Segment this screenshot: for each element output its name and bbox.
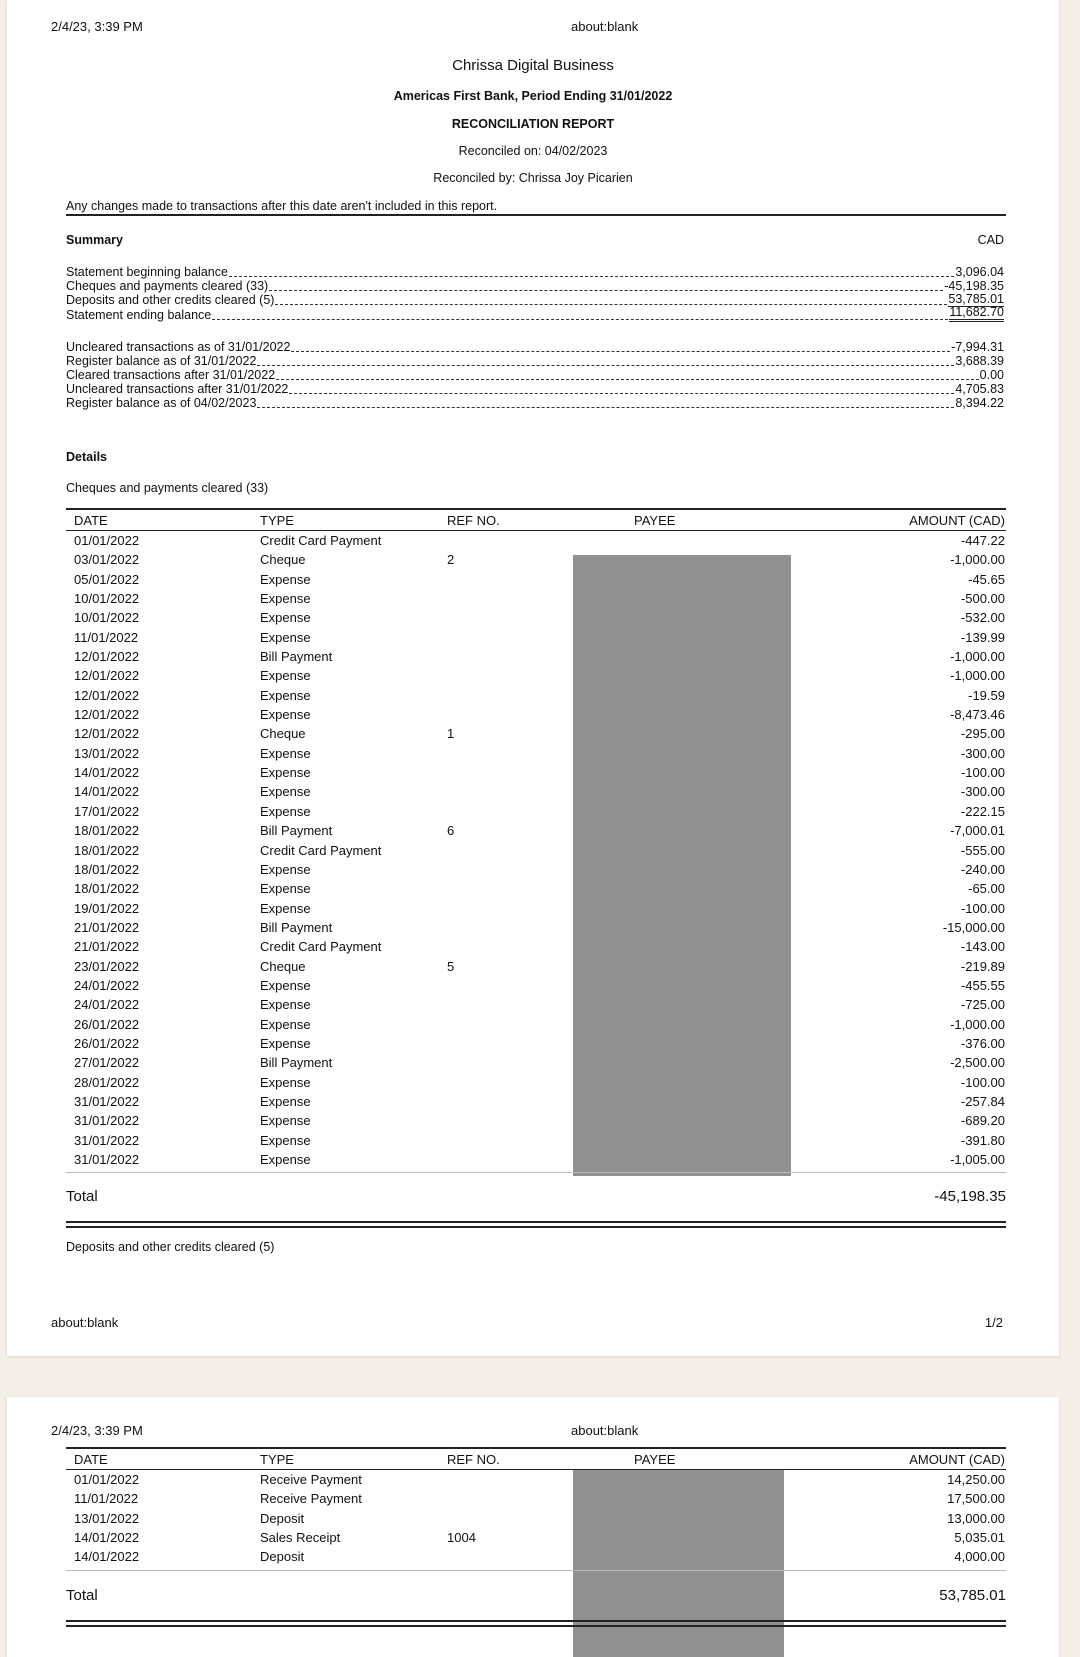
summary-value: -7,994.31 <box>951 340 1004 354</box>
table-row <box>66 724 1006 743</box>
cell-type: Expense <box>260 707 311 723</box>
table-row <box>66 744 1006 763</box>
cell-amount: -1,000.00 <box>950 552 1005 568</box>
table-row <box>66 589 1006 608</box>
cell-date: 01/01/2022 <box>74 1472 140 1487</box>
table-row <box>66 1092 1006 1111</box>
summary-value: 11,682.70 <box>949 305 1004 322</box>
cell-date: 14/01/2022 <box>74 784 140 800</box>
cell-type: Expense <box>260 977 311 993</box>
cell-type: Bill Payment <box>260 823 333 839</box>
table-row <box>66 705 1006 724</box>
cell-date: 12/01/2022 <box>74 726 140 742</box>
cell-amount: -7,000.01 <box>950 823 1005 839</box>
summary-row <box>66 293 1004 307</box>
col-payee: PAYEE <box>634 513 676 528</box>
summary-row <box>66 305 1004 322</box>
summary-value: 3,096.04 <box>955 265 1004 279</box>
summary-label: Register balance as of 04/02/2023 <box>66 396 257 410</box>
col-type: TYPE <box>260 1452 294 1467</box>
cell-date: 23/01/2022 <box>74 958 140 974</box>
cell-date: 31/01/2022 <box>74 1132 140 1148</box>
cell-type: Expense <box>260 745 311 761</box>
summary-label: Register balance as of 31/01/2022 <box>66 354 257 368</box>
summary-row <box>66 396 1004 410</box>
cell-type: Expense <box>260 900 311 916</box>
cell-amount: -1,000.00 <box>950 1016 1005 1032</box>
report-page-2 <box>7 1397 1059 1657</box>
cell-date: 14/01/2022 <box>74 1530 140 1546</box>
cell-amount: -139.99 <box>960 629 1005 645</box>
cell-ref: 1004 <box>447 1530 476 1546</box>
table-row <box>66 1150 1006 1169</box>
table-row <box>66 976 1006 995</box>
cell-amount: -2,500.00 <box>950 1055 1005 1071</box>
cell-type: Expense <box>260 1113 311 1129</box>
summary-row <box>66 265 1004 279</box>
account-period: Americas First Bank, Period Ending 31/01/2022 <box>393 89 673 103</box>
cell-type: Expense <box>260 803 311 819</box>
summary-row <box>66 340 1004 354</box>
deposits-table <box>66 1447 1006 1567</box>
col-amount: AMOUNT (CAD) <box>909 1452 1005 1467</box>
summary-label: Cleared transactions after 31/01/2022 <box>66 368 276 382</box>
cell-amount: -8,473.46 <box>950 707 1005 723</box>
total-separator <box>66 1172 1006 1173</box>
cell-amount: -1,000.00 <box>950 649 1005 665</box>
cell-date: 05/01/2022 <box>74 571 140 587</box>
summary-value: 4,705.83 <box>955 382 1004 396</box>
cheques-table <box>66 508 1006 1169</box>
cell-amount: -257.84 <box>960 1093 1005 1109</box>
cell-type: Expense <box>260 591 311 607</box>
table-row <box>66 1547 1006 1566</box>
cell-type: Deposit <box>260 1549 305 1565</box>
cell-type: Bill Payment <box>260 649 333 665</box>
cheques-total-label: Total <box>66 1188 98 1205</box>
cell-type: Bill Payment <box>260 919 333 935</box>
payee-redaction <box>573 1470 784 1657</box>
cell-date: 18/01/2022 <box>74 842 140 858</box>
cell-type: Credit Card Payment <box>260 939 382 955</box>
cell-date: 24/01/2022 <box>74 977 140 993</box>
total-double-rule <box>66 1620 1006 1627</box>
report-page-1 <box>7 0 1059 1356</box>
cell-date: 31/01/2022 <box>74 1093 140 1109</box>
deposits-section-title: Deposits and other credits cleared (5) <box>66 1240 275 1254</box>
summary-value: 0.00 <box>979 368 1004 382</box>
table-row <box>66 570 1006 589</box>
table-row <box>66 802 1006 821</box>
cell-amount: -532.00 <box>960 610 1005 626</box>
table-row <box>66 666 1006 685</box>
print-url: about:blank <box>571 19 639 34</box>
cell-type: Expense <box>260 629 311 645</box>
cell-type: Credit Card Payment <box>260 842 382 858</box>
table-row <box>66 841 1006 860</box>
total-double-rule <box>66 1221 1006 1228</box>
table-row <box>66 1015 1006 1034</box>
cell-amount: -555.00 <box>960 842 1005 858</box>
col-date: DATE <box>74 513 108 528</box>
cell-amount: -725.00 <box>960 997 1005 1013</box>
cell-amount: -45.65 <box>968 571 1005 587</box>
cell-type: Expense <box>260 687 311 703</box>
cell-date: 03/01/2022 <box>74 552 140 568</box>
summary-label: Statement beginning balance <box>66 265 228 279</box>
cell-amount: -689.20 <box>960 1113 1005 1129</box>
table-row <box>66 821 1006 840</box>
cell-amount: -222.15 <box>960 803 1005 819</box>
summary-row <box>66 279 1004 293</box>
table-row <box>66 995 1006 1014</box>
cell-date: 19/01/2022 <box>74 900 140 916</box>
table-row <box>66 899 1006 918</box>
cell-type: Expense <box>260 668 311 684</box>
cell-date: 01/01/2022 <box>74 533 140 548</box>
cell-date: 10/01/2022 <box>74 591 140 607</box>
page-number: 1/2 <box>984 1315 1003 1330</box>
summary-currency: CAD <box>977 233 1004 247</box>
table-row <box>66 918 1006 937</box>
table-row <box>66 879 1006 898</box>
cell-date: 14/01/2022 <box>74 1549 140 1565</box>
summary-label: Uncleared transactions after 31/01/2022 <box>66 382 289 396</box>
cell-amount: -15,000.00 <box>942 919 1005 935</box>
table-row <box>66 1034 1006 1053</box>
cell-type: Receive Payment <box>260 1491 362 1507</box>
cell-amount: -65.00 <box>968 881 1005 897</box>
cell-ref: 1 <box>447 726 455 742</box>
cheques-total-amount: -45,198.35 <box>934 1188 1006 1205</box>
summary-value: 8,394.22 <box>955 396 1004 410</box>
print-timestamp: 2/4/23, 3:39 PM <box>51 1423 143 1438</box>
cell-amount: -391.80 <box>960 1132 1005 1148</box>
table-row <box>66 1073 1006 1092</box>
cell-amount: -219.89 <box>960 958 1005 974</box>
cell-amount: 5,035.01 <box>954 1530 1005 1546</box>
cell-date: 31/01/2022 <box>74 1113 140 1129</box>
table-header <box>66 508 1006 531</box>
company-name: Chrissa Digital Business <box>452 57 614 74</box>
cell-type: Expense <box>260 861 311 877</box>
cell-type: Expense <box>260 1152 311 1167</box>
summary-heading: Summary <box>66 233 123 247</box>
cell-type: Expense <box>260 881 311 897</box>
cell-ref: 5 <box>447 958 455 974</box>
cell-amount: -300.00 <box>960 784 1005 800</box>
cell-date: 12/01/2022 <box>74 649 140 665</box>
table-row <box>66 957 1006 976</box>
cell-type: Expense <box>260 784 311 800</box>
col-payee: PAYEE <box>634 1452 676 1467</box>
summary-label: Cheques and payments cleared (33) <box>66 279 269 293</box>
cell-date: 18/01/2022 <box>74 881 140 897</box>
table-row <box>66 550 1006 569</box>
cell-amount: -455.55 <box>960 977 1005 993</box>
cell-amount: -1,000.00 <box>950 668 1005 684</box>
summary-value: 3,688.39 <box>955 354 1004 368</box>
cell-type: Deposit <box>260 1510 305 1526</box>
report-notice: Any changes made to transactions after this date aren't included in this report. <box>66 199 1006 216</box>
cell-type: Expense <box>260 1035 311 1051</box>
cell-type: Expense <box>260 1016 311 1032</box>
cell-amount: -143.00 <box>960 939 1005 955</box>
col-type: TYPE <box>260 513 294 528</box>
cell-type: Expense <box>260 571 311 587</box>
summary-row <box>66 368 1004 382</box>
table-row <box>66 1489 1006 1508</box>
cell-amount: -240.00 <box>960 861 1005 877</box>
cell-date: 13/01/2022 <box>74 745 140 761</box>
table-row <box>66 763 1006 782</box>
cell-date: 27/01/2022 <box>74 1055 140 1071</box>
cell-date: 11/01/2022 <box>74 1491 139 1507</box>
summary-label: Uncleared transactions as of 31/01/2022 <box>66 340 291 354</box>
col-amount: AMOUNT (CAD) <box>909 513 1005 528</box>
deposits-total-label: Total <box>66 1587 98 1604</box>
summary-row <box>66 354 1004 368</box>
cell-amount: -500.00 <box>960 591 1005 607</box>
print-timestamp: 2/4/23, 3:39 PM <box>51 19 143 34</box>
cell-date: 24/01/2022 <box>74 997 140 1013</box>
cell-amount: 17,500.00 <box>947 1491 1005 1507</box>
table-row <box>66 1470 1006 1489</box>
cell-amount: -295.00 <box>960 726 1005 742</box>
cell-type: Expense <box>260 765 311 781</box>
reconciled-by: Reconciled by: Chrissa Joy Picarien <box>433 171 633 185</box>
cell-type: Cheque <box>260 958 306 974</box>
col-date: DATE <box>74 1452 108 1467</box>
cell-amount: 4,000.00 <box>954 1549 1005 1565</box>
cell-date: 11/01/2022 <box>74 629 139 645</box>
footer-url: about:blank <box>51 1315 119 1330</box>
reconciled-on: Reconciled on: 04/02/2023 <box>458 144 608 158</box>
table-row <box>66 1509 1006 1528</box>
cell-type: Bill Payment <box>260 1055 333 1071</box>
cell-amount: -100.00 <box>960 1074 1005 1090</box>
col-ref: REF NO. <box>447 1452 500 1467</box>
summary-label: Deposits and other credits cleared (5) <box>66 293 275 307</box>
cell-date: 10/01/2022 <box>74 610 140 626</box>
cell-amount: -300.00 <box>960 745 1005 761</box>
cell-type: Sales Receipt <box>260 1530 341 1546</box>
cell-date: 21/01/2022 <box>74 919 140 935</box>
cell-ref: 6 <box>447 823 455 839</box>
table-row <box>66 531 1006 550</box>
col-ref: REF NO. <box>447 513 500 528</box>
cell-date: 21/01/2022 <box>74 939 140 955</box>
cell-amount: 14,250.00 <box>947 1472 1005 1487</box>
cell-type: Expense <box>260 1093 311 1109</box>
table-row <box>66 937 1006 956</box>
deposits-rows <box>66 1470 1006 1567</box>
summary-label: Statement ending balance <box>66 308 212 322</box>
deposits-total-amount: 53,785.01 <box>939 1587 1006 1604</box>
cell-amount: -1,005.00 <box>950 1152 1005 1167</box>
summary-row <box>66 382 1004 396</box>
report-title: RECONCILIATION REPORT <box>451 117 615 131</box>
table-row <box>66 860 1006 879</box>
cell-date: 13/01/2022 <box>74 1510 140 1526</box>
cell-date: 14/01/2022 <box>74 765 140 781</box>
print-url: about:blank <box>571 1423 639 1438</box>
table-row <box>66 647 1006 666</box>
cell-amount: -100.00 <box>960 900 1005 916</box>
cell-type: Expense <box>260 997 311 1013</box>
cell-amount: 13,000.00 <box>947 1510 1005 1526</box>
cell-date: 26/01/2022 <box>74 1035 140 1051</box>
cell-date: 12/01/2022 <box>74 687 140 703</box>
cell-type: Expense <box>260 1074 311 1090</box>
cell-amount: -100.00 <box>960 765 1005 781</box>
table-row <box>66 1528 1006 1547</box>
table-row <box>66 686 1006 705</box>
summary-value: -45,198.35 <box>944 279 1004 293</box>
cell-date: 12/01/2022 <box>74 668 140 684</box>
cell-amount: -447.22 <box>960 533 1005 548</box>
table-row <box>66 1131 1006 1150</box>
table-header <box>66 1447 1006 1470</box>
cell-date: 18/01/2022 <box>74 823 140 839</box>
cell-amount: -376.00 <box>960 1035 1005 1051</box>
table-row <box>66 1111 1006 1130</box>
summary-value: 53,785.01 <box>948 292 1004 306</box>
cell-type: Cheque <box>260 726 306 742</box>
cell-date: 26/01/2022 <box>74 1016 140 1032</box>
cheques-rows <box>66 531 1006 1169</box>
cell-type: Expense <box>260 610 311 626</box>
payee-redaction <box>573 555 791 1176</box>
cell-date: 31/01/2022 <box>74 1152 140 1167</box>
cell-date: 28/01/2022 <box>74 1074 140 1090</box>
cell-type: Expense <box>260 1132 311 1148</box>
details-heading: Details <box>66 450 107 464</box>
table-row <box>66 1053 1006 1072</box>
table-row <box>66 608 1006 627</box>
cell-type: Receive Payment <box>260 1472 362 1487</box>
table-row <box>66 628 1006 647</box>
cell-date: 17/01/2022 <box>74 803 140 819</box>
cell-date: 12/01/2022 <box>74 707 140 723</box>
cell-ref: 2 <box>447 552 455 568</box>
table-row <box>66 782 1006 801</box>
cell-type: Credit Card Payment <box>260 533 382 548</box>
cell-date: 18/01/2022 <box>74 861 140 877</box>
total-separator <box>66 1570 1006 1571</box>
cell-amount: -19.59 <box>968 687 1005 703</box>
cheques-section-title: Cheques and payments cleared (33) <box>66 481 269 495</box>
cell-type: Cheque <box>260 552 306 568</box>
